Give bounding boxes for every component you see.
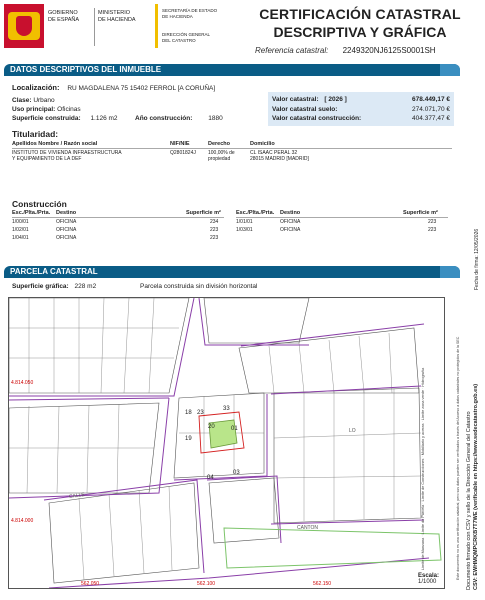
coord-label-left-top: 4.814.050 bbox=[11, 380, 34, 386]
fecha-firma: Fecha de firma: 12/05/2026 bbox=[474, 228, 480, 290]
escala: Escala: 1/1000 bbox=[418, 573, 440, 585]
parcel-label: 23 bbox=[197, 410, 204, 416]
secretaria-name: SECRETARÍA DE ESTADO DE HACIENDA bbox=[162, 8, 218, 19]
parcel-label: 33 bbox=[223, 406, 230, 412]
street-label: LO bbox=[349, 428, 356, 434]
valor-catastral-row: Valor catastral: [ 2026 ] 678.449,17 € bbox=[272, 96, 450, 103]
cons-header-destino-right: Destino bbox=[280, 210, 301, 216]
street-label: CALLE bbox=[68, 491, 86, 501]
map-block bbox=[209, 478, 279, 543]
ministry-name: MINISTERIO DE HACIENDA bbox=[98, 10, 136, 23]
tit-name: INSTITUTO DE VIVIENDA INFRAESTRUCTURA Y EQUIPAMIENTO DE LA DEF bbox=[12, 150, 122, 162]
table-row: 1/04/01 bbox=[12, 235, 29, 241]
document-subtitle: DESCRIPTIVA Y GRÁFICA bbox=[273, 24, 447, 40]
street-label: CANTON bbox=[297, 525, 319, 531]
tit-header-name: Apellidos Nombre / Razón social bbox=[12, 141, 98, 147]
reference-row bbox=[255, 46, 436, 55]
cons-header-loc-right: Esc./Plta./Prta. bbox=[236, 210, 275, 216]
reference-value: 2249320NJ6125S0001SH bbox=[342, 46, 436, 55]
parcela-description: Parcela construida sin división horizontal bbox=[140, 283, 258, 290]
clase-row: Clase: Urbano bbox=[12, 97, 55, 104]
tit-derecho: 100,00% de propiedad bbox=[208, 150, 235, 162]
localizacion-row: Localización: RU MAGDALENA 75 15402 FERROL [A CORUÑA] bbox=[12, 83, 216, 92]
coords-note: Este documento no es una certificación catastral, pero sus datos pueden ser verificados a través del Acceso a datos catastrales no protegidos de la SEC bbox=[456, 336, 460, 580]
coord-label-bottom-3: 562.150 bbox=[313, 581, 332, 587]
tit-header-nif: NIF/NIE bbox=[170, 141, 190, 147]
coord-label-left-bottom: 4.814.000 bbox=[11, 518, 34, 524]
map-block bbox=[204, 298, 309, 343]
parcel-label: 04 bbox=[207, 475, 214, 481]
valor-suelo-row: Valor catastral suelo: 274.071,70 € bbox=[272, 106, 450, 113]
csv-verification-text: Documento firmado con CSV y sello de la Dirección General del Catastro CSV: EWHMQMPCRKB7T7WE (verificable en https://www.sedecatastro.gob.es) bbox=[466, 383, 479, 590]
direccion-name: DIRECCIÓN GENERAL DEL CATASTRO bbox=[162, 32, 211, 43]
green-zone bbox=[224, 528, 441, 568]
parcel-label: 19 bbox=[185, 436, 192, 442]
government-name: GOBIERNO DE ESPAÑA bbox=[48, 10, 80, 23]
tit-header-derecho: Derecho bbox=[208, 141, 231, 147]
valor-box bbox=[268, 92, 454, 126]
government-logo bbox=[4, 4, 154, 48]
anio-row: Año construcción: 1880 bbox=[135, 115, 223, 122]
superficie-row: Superficie construida: 1.126 m2 bbox=[12, 115, 118, 122]
parcela-section-header: PARCELA CATASTRAL bbox=[4, 266, 460, 278]
table-row: 1/00/01 bbox=[12, 219, 29, 225]
cons-header-destino-left: Destino bbox=[56, 210, 77, 216]
document-title: CERTIFICACIÓN CATASTRAL bbox=[259, 6, 461, 22]
brand-stripe bbox=[155, 4, 158, 48]
cons-header-loc-left: Esc./Plta./Prta. bbox=[12, 210, 51, 216]
map-block bbox=[9, 298, 189, 393]
tit-domicilio: CL ISAAC PERAL 32 28015 MADRID [MADRID] bbox=[250, 150, 309, 162]
tit-nif: Q2801824J bbox=[170, 150, 196, 156]
cons-header-sup-right: Superficie m² bbox=[403, 210, 438, 216]
parcel-label: 20 bbox=[208, 424, 215, 430]
map-legend: Límite de Manzana · Límite de Parcela · Límite de Construcciones · Mobiliario y aceras · Límite zona verde · Hidrografía bbox=[421, 367, 425, 570]
superficie-grafica: Superficie gráfica: 228 m2 bbox=[12, 283, 97, 290]
map-svg bbox=[9, 298, 445, 589]
uso-row: Uso principal: Oficinas bbox=[12, 106, 81, 113]
titularidad-title: Titularidad: bbox=[12, 129, 59, 139]
table-row: 1/02/01 bbox=[12, 227, 29, 233]
table-row: 1/01/01 bbox=[236, 219, 253, 225]
parcel-label: 01 bbox=[231, 426, 238, 432]
parcel-label: 03 bbox=[233, 470, 240, 476]
cons-header-sup-left: Superficie m² bbox=[186, 210, 221, 216]
datos-section-header: DATOS DESCRIPTIVOS DEL INMUEBLE bbox=[4, 64, 460, 76]
map-block bbox=[274, 388, 421, 523]
valor-construccion-row: Valor catastral construcción: 404.377,47 € bbox=[272, 115, 450, 122]
coord-label-bottom-2: 562.100 bbox=[197, 581, 216, 587]
map-block bbox=[239, 328, 419, 393]
table-row: 1/03/01 bbox=[236, 227, 253, 233]
coord-label-bottom-1: 562.050 bbox=[81, 581, 100, 587]
parcel-label: 18 bbox=[185, 410, 192, 416]
reference-label: Referencia catastral: bbox=[255, 46, 329, 55]
construccion-title: Construcción bbox=[12, 199, 67, 209]
cadastral-map[interactable] bbox=[8, 297, 445, 589]
tit-header-domicilio: Domicilio bbox=[250, 141, 275, 147]
